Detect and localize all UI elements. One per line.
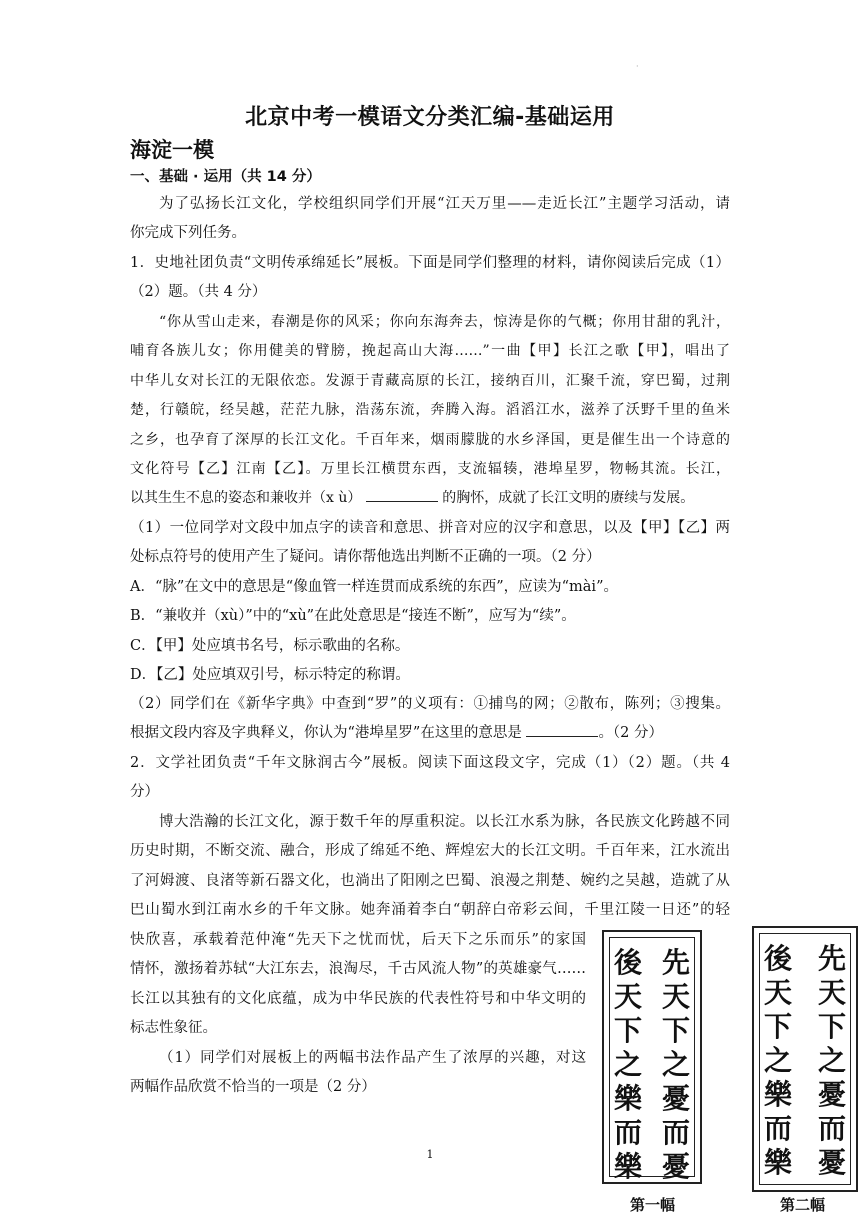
calligraphy-caption-2: 第二幅 <box>780 1196 826 1214</box>
fill-blank[interactable] <box>526 722 598 737</box>
option-d[interactable]: D．【乙】处应填双引号，标示特定的称谓。 <box>130 667 410 684</box>
option-a[interactable]: A．“脉”在文中的意思是“像血管一样连贯而成系统的东西”，应读为“mài”。 <box>130 579 618 595</box>
calligraphy-character: 樂 <box>613 1082 642 1115</box>
passage-line: 长江以其独有的文化底蕴，成为中华民族的代表性符号和中华文明的 <box>130 990 586 1007</box>
text-line <box>130 719 730 748</box>
passage-line: 哺育各族儿女；你用健美的臂膀，挽起高山大海……”一曲【甲】长江之歌【甲】，唱出了 <box>130 343 730 360</box>
intro-paragraph <box>130 190 730 249</box>
fill-blank[interactable] <box>366 487 438 502</box>
emphasis-dotted-text: 不正确 <box>449 549 493 566</box>
option-c[interactable]: C．【甲】处应填书名号，标示歌曲的名称。 <box>130 637 410 654</box>
reading-passage-1 <box>130 308 730 514</box>
passage-line <box>130 484 730 513</box>
answer-options <box>130 573 730 691</box>
calligraphy-character: 憂 <box>817 1146 846 1179</box>
calligraphy-character: 憂 <box>661 1082 690 1115</box>
section-subtitle: 海淀一模 <box>130 138 214 162</box>
calligraphy-character: 下 <box>661 1014 690 1047</box>
question-1-1 <box>130 514 730 573</box>
text-line: 为了弘扬长江文化，学校组织同学们开展“江天万里——走近长江”主题学习活动，请 <box>159 196 730 212</box>
calligraphy-character: 而 <box>817 1112 846 1145</box>
option-b[interactable]: B．“兼收并（xù）”中的“xù”在此处意思是“接连不断”，应写为“续”。 <box>130 608 576 625</box>
calligraphy-character: 下 <box>613 1014 642 1047</box>
calligraphy-character: 之 <box>613 1048 642 1081</box>
calligraphy-character: 而 <box>763 1112 792 1145</box>
passage-line: 快欣喜，承载着范仲淹“先天下之忧而忧，后天下之乐而乐”的家国 <box>130 932 586 948</box>
page-number: 1 <box>426 1148 434 1161</box>
text-line: 分） <box>130 784 159 801</box>
passage-line: “你从雪山走来，春潮是你的风采；你向东海奔去，惊涛是你的气概；你用甘甜的乳汁， <box>159 314 730 330</box>
calligraphy-character: 先 <box>661 946 690 979</box>
calligraphy-right-column <box>812 942 852 1180</box>
calligraphy-character: 後 <box>613 946 642 979</box>
calligraphy-character: 後 <box>763 942 792 975</box>
passage-line: 之乡，也孕育了深厚的长江文化。千百年来，烟雨朦胧的水乡泽国，更是催生出一个诗意的 <box>130 431 730 448</box>
calligraphy-character: 天 <box>817 976 846 1009</box>
calligraphy-character: 而 <box>613 1116 642 1149</box>
calligraphy-left-column <box>758 942 798 1180</box>
calligraphy-character: 樂 <box>763 1078 792 1111</box>
calligraphy-work-1 <box>602 930 702 1184</box>
question-text: 根据文段内容及字典释义，你认为“港埠星罗”在这里的意思是 <box>130 725 522 742</box>
text-line: （1）一位同学对文段中加点字的读音和意思、拼音对应的汉字和意思，以及【甲】【乙】两 <box>130 520 730 536</box>
calligraphy-character: 下 <box>763 1010 792 1043</box>
question-2-stem <box>130 749 730 808</box>
passage-text: 的胸怀，成就了长江文明的赓续与发展。 <box>442 490 695 507</box>
passage-line: 情怀，激扬着苏轼“大江东去，浪淘尽，千古风流人物”的英雄豪气…… <box>130 961 586 978</box>
calligraphy-character: 之 <box>817 1044 846 1077</box>
text-line: （2）题。（共 4 分） <box>130 284 267 301</box>
calligraphy-character: 天 <box>661 980 690 1013</box>
corner-dot: · <box>636 62 639 71</box>
calligraphy-character: 下 <box>817 1010 846 1043</box>
calligraphy-character: 之 <box>661 1048 690 1081</box>
calligraphy-character: 之 <box>763 1044 792 1077</box>
question-1-2 <box>130 690 730 749</box>
passage-line: 中华儿女对长江的无限依恋。发源于青藏高原的长江，接纳百川，汇聚千流，穿巴蜀，过荆 <box>130 372 730 389</box>
calligraphy-character: 樂 <box>613 1150 642 1183</box>
text-line: 两幅作品欣赏不恰当的一项是（2 分） <box>130 1079 376 1096</box>
passage-line: 标志性象征。 <box>130 1020 217 1037</box>
question-text: 的一项。（2 分） <box>492 549 601 566</box>
calligraphy-character: 憂 <box>661 1150 690 1183</box>
question-2-1 <box>130 1044 586 1103</box>
passage-line: 博大浩瀚的长江文化，源于数千年的厚重积淀。以长江水系为脉，各民族文化跨越不同 <box>159 814 730 830</box>
reading-passage-2 <box>130 808 730 926</box>
question-text: 。（2 分） <box>598 725 664 742</box>
passage-line: 历史时期，不断交流、融合，形成了绵延不绝、辉煌宏大的长江文明。千百年来，江水流出 <box>130 843 730 860</box>
passage-line: 文化符号【乙】江南【乙】。万里长江横贯东西，支流辐辏，港埠星罗，物畅其流。长江， <box>130 460 730 477</box>
text-line: 2．文学社团负责“千年文脉润古今”展板。阅读下面这段文字，完成（1）（2）题。（共 4 <box>130 755 730 771</box>
calligraphy-character: 天 <box>613 980 642 1013</box>
section-heading: 一、基础 · 运用（共 14 分） <box>130 169 321 185</box>
calligraphy-character: 樂 <box>763 1146 792 1179</box>
text-line: （1）同学们对展板上的两幅书法作品产生了浓厚的兴趣，对这 <box>159 1050 586 1066</box>
calligraphy-character: 先 <box>817 942 846 975</box>
text-line: 1．史地社团负责“文明传承绵延长”展板。下面是同学们整理的材料，请你阅读后完成（1） <box>130 255 730 271</box>
calligraphy-character: 憂 <box>817 1078 846 1111</box>
text-line <box>130 543 730 572</box>
calligraphy-caption-1: 第一幅 <box>630 1196 676 1214</box>
reading-passage-2-continued <box>130 926 586 1044</box>
passage-line: 楚，行赣皖，经吴越，茫茫九脉，浩荡东流，奔腾入海。滔滔江水，滋养了沃野千里的鱼米 <box>130 402 730 419</box>
passage-text: 以其生生不息的姿态和兼收并（x ù） <box>130 490 362 507</box>
text-line: （2）同学们在《新华字典》中查到“罗”的义项有：①捕鸟的网；②散布，陈列；③搜集。 <box>130 696 730 712</box>
text-line: 你完成下列任务。 <box>130 225 246 242</box>
question-1-stem <box>130 249 730 308</box>
calligraphy-character: 天 <box>763 976 792 1009</box>
question-text: 处标点符号的使用产生了疑问。请你帮他选出判断 <box>130 549 449 566</box>
passage-line: 了河姆渡、良渚等新石器文化，也淌出了阳刚之巴蜀、浪漫之荆楚、婉约之吴越，造就了从 <box>130 872 730 889</box>
passage-line: 巴山蜀水到江南水乡的千年文脉。她奔涌着李白“朝辞白帝彩云间，千里江陵一日还”的轻 <box>130 902 730 919</box>
calligraphy-character: 而 <box>661 1116 690 1149</box>
document-title: 北京中考一模语文分类汇编-基础运用 <box>245 105 615 130</box>
